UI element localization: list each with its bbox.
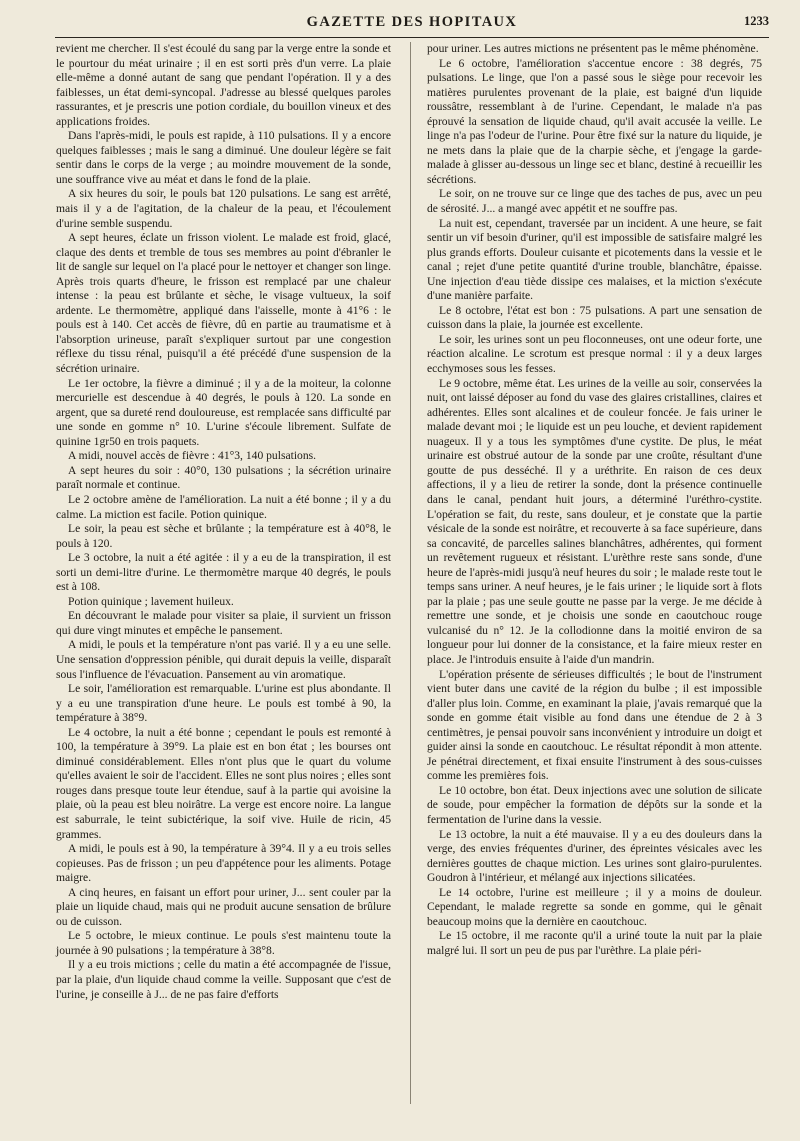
running-header xyxy=(55,14,769,38)
paragraph: revient me chercher. Il s'est écoulé du sang par la verge entre la sonde et le pourtour du méat urinaire ; il en est sorti près d'un verre. La plaie elle-même a donné autant de sang que pendant l'opération. Il y a des faiblesses, un état demi-syncopal. J'adresse au blessé quelques paroles rassurantes, et je prescris une potion cordiale, du bouillon vineux et des applications froides. xyxy=(56,42,391,128)
left-column xyxy=(56,42,391,1002)
paragraph: Le 9 octobre, même état. Les urines de la veille au soir, conservées la nuit, ont laissé déposer au fond du vase des glaires cristallines, claires et adhérentes. Elles sont alcalines et de couleur foncée. Je fais uriner le malade devant moi ; le liquide est un peu louche, et devient rapidement nuageux. Il y a tous les symptômes d'une cystite. De plus, le méat urinaire est obstrué autour de la sonde par une croûte, résultant d'une goutte de pus desséché. Il y a uréthrite. En raison de ces deux affections, il y a lieu de retirer la sonde, dont la présence continuelle dans le canal, pendant huit jours, a déterminé l'uréthro-cystite. L'opération se fait, du reste, sans douleur, et je constate que la partie vésicale de la sonde est noirâtre, et recouverte à sa face supérieure, dans sa concavité, de parcelles salines blanchâtres, adhérentes, qui forment un revêtement rugueux et résistant. L'urèthre reste sans sonde, d'une heure de l'après-midi jusqu'à neuf heures du soir ; le malade reste tout le temps sans uriner. A neuf heures, je le fais uriner ; le liquide sort à flots par la plaie ; pas une seule goutte ne passe par la verge. Je me décide à remettre une sonde, et je choisis une sonde en caoutchouc rouge vulcanisé du n° 12. Je la collodionne dans la moitié environ de sa longueur pour lui donner de la consistance, et la faire mieux rester en place. Je l'introduis ensuite à l'aide d'un mandrin. xyxy=(427,376,762,666)
paragraph: La nuit est, cependant, traversée par un incident. A une heure, se fait sentir un vif besoin d'uriner, qu'il est impossible de satisfaire malgré les plus grands efforts. Douleur cuisante et picotements dans la vessie et le canal ; rejet d'une petite quantité d'urine trouble, blanchâtre, épaisse. Une injection d'eau tiède dissipe ces malaises, et la miction s'exécute d'une manière parfaite. xyxy=(427,216,762,303)
paragraph: Le 13 octobre, la nuit a été mauvaise. Il y a eu des douleurs dans la verge, des envies fréquentes d'uriner, des épreintes vésicales avec les dernières gouttes de chaque miction. Les urines sont glairo-purulentes. Goudron à l'intérieur, et mélangé aux injections silicatées. xyxy=(427,827,762,885)
paragraph: Le 6 octobre, l'amélioration s'accentue encore : 38 degrés, 75 pulsations. Le linge, que l'on a passé sous le siège pour recevoir les matières purulentes provenant de la plaie, est baigné d'un liquide roussâtre, ressemblant à de l'urine. Cependant, le malade n'a pas éprouvé la sensation de liquide chaud, qu'il avait accusée la veille. Le linge n'a pas l'odeur de l'urine. Pour être fixé sur la nature du liquide, je ne mets dans la plaie que de la charpie sèche, et j'engage la garde-malade à glisser au-dessous un linge sec et blanc, destiné à recueillir les sécrétions. xyxy=(427,56,762,186)
page-number: 1233 xyxy=(744,14,769,28)
paragraph: Le 5 octobre, le mieux continue. Le pouls s'est maintenu toute la journée à 90 pulsations ; la température à 38°8. xyxy=(56,929,391,957)
paragraph: A midi, le pouls est à 90, la température à 39°4. Il y a eu trois selles copieuses. Pas de frisson ; un peu d'appétence pour les aliments. Potage maigre. xyxy=(56,842,391,885)
paragraph: A six heures du soir, le pouls bat 120 pulsations. Le sang est arrêté, mais il y a de l'agitation, de la chaleur de la peau, et l'écoulement d'urine semble suspendu. xyxy=(56,187,391,230)
paragraph: Dans l'après-midi, le pouls est rapide, à 110 pulsations. Il y a encore quelques faiblesses ; mais le sang a diminué. Une douleur légère se fait sentir dans le corps de la verge ; au moindre mouvement de la sonde, une souffrance vive au méat et dans le fond de la plaie. xyxy=(56,129,391,186)
paragraph: A cinq heures, en faisant un effort pour uriner, J... sent couler par la plaie un liquide chaud, mais qui ne produit aucune sensation de brûlure ou de cuisson. xyxy=(56,885,391,928)
header-rule xyxy=(55,37,769,38)
paragraph: Le 3 octobre, la nuit a été agitée : il y a eu de la transpiration, il est sorti un demi-litre d'urine. Le thermomètre marque 40 degrés, le pouls est à 108. xyxy=(56,551,391,594)
paragraph: A sept heures du soir : 40°0, 130 pulsations ; la sécrétion urinaire paraît normale et continue. xyxy=(56,463,391,492)
paragraph: Le soir, les urines sont un peu floconneuses, ont une odeur forte, une réaction alcaline. Le scrotum est presque normal : il y a deux larges ecchymoses sous les fesses. xyxy=(427,332,762,376)
column-divider xyxy=(410,42,411,1104)
paragraph: L'opération présente de sérieuses difficultés ; le bout de l'instrument vient buter dans une cavité de la région du bulbe ; il est impossible d'aller plus loin. Comme, en examinant la plaie, j'avais remarqué que la sonde en gomme était visible au fond dans une étendue de 2 à 3 centimètres, je pensai pouvoir sans inconvénient y introduire un doigt et guider ainsi la sonde en caoutchouc. Le résultat répondit à mon attente. Je pénétrai directement, et fixai ensuite l'instrument à des sous-cuisses comme les premières fois. xyxy=(427,667,762,783)
paragraph: Potion quinique ; lavement huileux. xyxy=(68,594,234,608)
paragraph: A sept heures, éclate un frisson violent. Le malade est froid, glacé, claque des dents et tremble de tous ses membres au point d'ébranler le lit de sangle sur lequel on l'a placé pour le nettoyer et changer son linge. Après trois quarts d'heure, le frisson est remplacé par une chaleur intense : la peau est brûlante et sèche, le visage vultueux, la soif ardente. Le thermomètre, appliqué dans l'aisselle, monte à 41°6 : le pouls est à 140. Cet accès de fièvre, dû en partie au traumatisme et à l'absorption urineuse, paraît s'expliquer surtout par une congestion réflexe du tissu rénal, puisqu'il a été précédé d'une suspension de la sécrétion urinaire. xyxy=(56,231,391,376)
paragraph: Le 2 octobre amène de l'amélioration. La nuit a été bonne ; il y a du calme. La miction est facile. Potion quinique. xyxy=(56,492,391,521)
journal-title: GAZETTE DES HOPITAUX xyxy=(306,14,518,30)
paragraph: A midi, le pouls et la température n'ont pas varié. Il y a eu une selle. Une sensation d'oppression pénible, qui durait depuis la veille, disparaît sous l'influence de l'évacuation. Pansement au vin aromatique. xyxy=(56,638,391,681)
paragraph: Le soir, la peau est sèche et brûlante ; la température est à 40°8, le pouls à 120. xyxy=(56,522,391,550)
paragraph: Le 8 octobre, l'état est bon : 75 pulsations. A part une sensation de cuisson dans la plaie, la journée est excellente. xyxy=(427,303,762,332)
paragraph: En découvrant le malade pour visiter sa plaie, il survient un frisson qui dure vingt minutes et empêche le pansement. xyxy=(56,609,391,637)
paragraph: Il y a eu trois mictions ; celle du matin a été accompagnée de l'issue, par la plaie, d'un liquide chaud comme la veille. Supposant que c'est de l'urine, je conseille à J... de ne pas faire d'efforts xyxy=(56,958,391,1001)
paragraph: Le soir, l'amélioration est remarquable. L'urine est plus abondante. Il y a eu une transpiration d'une heure. Le pouls est tombé à 90, la température à 38°9. xyxy=(56,682,391,725)
paragraph: pour uriner. Les autres mictions ne présentent pas le même phénomène. xyxy=(427,42,759,55)
right-column xyxy=(427,42,762,958)
paragraph: Le 10 octobre, bon état. Deux injections avec une solution de silicate de soude, pour empêcher la formation de dépôts sur la sonde et la fermentation de l'urine dans la vessie. xyxy=(427,783,762,826)
paragraph: Le 4 octobre, la nuit a été bonne ; cependant le pouls est remonté à 100, la température à 39°9. La plaie est en bon état ; les bourses ont diminué considérablement. Elles n'ont plus que le quart du volume qu'elles avaient le soir de l'accident. Elles ne sont plus noires ; elles sont rouges dans presque toute leur étendue, sauf à la partie qui avoisine la plaie, où la peau est bleu noirâtre. La verge est encore noire. La langue est saburrale, le teint subictérique, la soif vive. Huile de ricin, 45 grammes. xyxy=(56,725,391,841)
paragraph: Le soir, on ne trouve sur ce linge que des taches de pus, avec un peu de sérosité. J... a mangé avec appétit et ne souffre pas. xyxy=(427,187,762,216)
paragraph: A midi, nouvel accès de fièvre : 41°3, 140 pulsations. xyxy=(68,449,317,463)
paragraph: Le 15 octobre, il me raconte qu'il a uriné toute la nuit par la plaie malgré lui. Il sort un peu de pus par l'urèthre. La plaie péri- xyxy=(427,929,762,957)
paragraph: Le 14 octobre, l'urine est meilleure ; il y a moins de douleur. Cependant, le malade regrette sa sonde en gomme, qui le gênait beaucoup moins que la dernière en caoutchouc. xyxy=(427,885,762,928)
paragraph: Le 1er octobre, la fièvre a diminué ; il y a de la moiteur, la colonne mercurielle est descendue à 40 degrés, le pouls à 120. La sonde en argent, que sa dureté rend douloureuse, est remplacée sans difficulté par une sonde en gomme n° 10. L'urine s'écoule librement. Sulfate de quinine 1gr50 en trois paquets. xyxy=(56,376,391,448)
